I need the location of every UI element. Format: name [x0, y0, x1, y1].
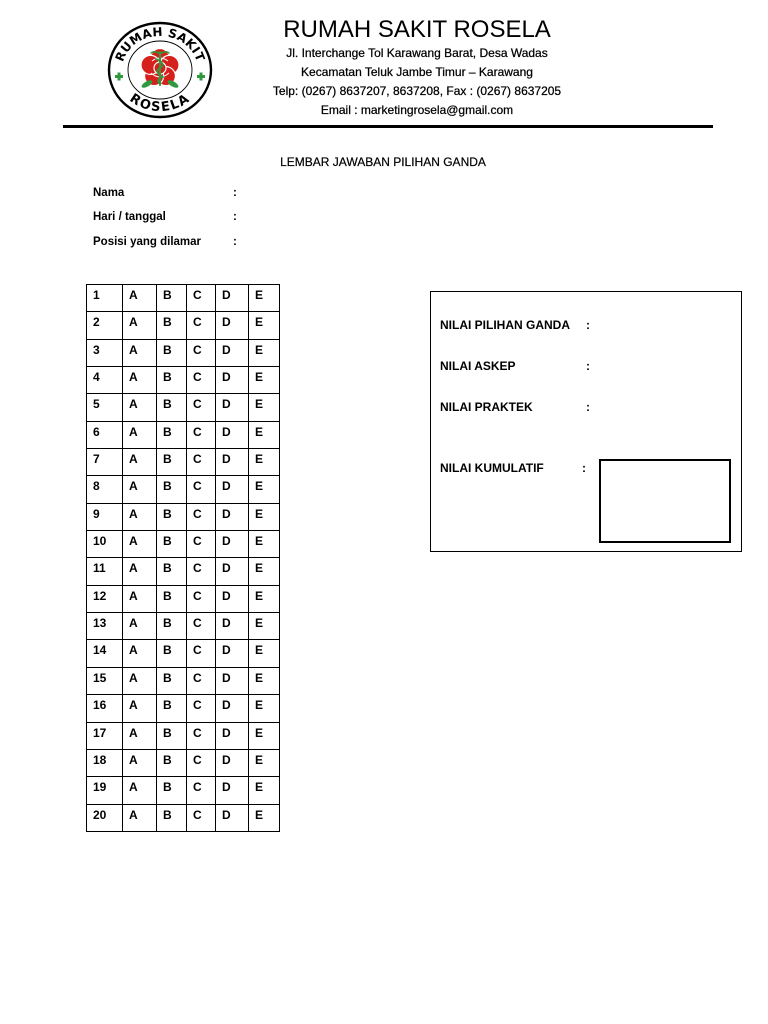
answer-option-e: E: [249, 449, 280, 476]
answer-option-d: D: [216, 449, 249, 476]
answer-option-c: C: [187, 367, 216, 394]
answer-option-b: B: [157, 285, 187, 312]
answer-option-c: C: [187, 585, 216, 612]
question-number: 14: [87, 640, 123, 667]
answer-option-c: C: [187, 722, 216, 749]
answer-option-b: B: [157, 476, 187, 503]
email-line: Email : marketingrosela@gmail.com: [320, 103, 514, 117]
header-divider: [63, 125, 713, 128]
answer-option-e: E: [249, 285, 280, 312]
question-number: 12: [87, 585, 123, 612]
score-label: NILAI PRAKTEK: [440, 400, 533, 414]
question-number: 15: [87, 667, 123, 694]
answer-option-b: B: [157, 503, 187, 530]
answer-option-e: E: [249, 421, 280, 448]
answer-option-a: A: [123, 749, 157, 776]
answer-option-a: A: [123, 804, 157, 831]
answer-option-b: B: [157, 640, 187, 667]
answer-option-e: E: [249, 667, 280, 694]
question-number: 16: [87, 695, 123, 722]
answer-option-a: A: [123, 695, 157, 722]
answer-option-e: E: [249, 613, 280, 640]
answer-option-c: C: [187, 394, 216, 421]
answer-option-d: D: [216, 695, 249, 722]
field-separator: :: [233, 236, 237, 248]
answer-row: [87, 367, 280, 394]
answer-option-b: B: [157, 421, 187, 448]
answer-row: [87, 640, 280, 667]
answer-option-c: C: [187, 558, 216, 585]
answer-row: [87, 531, 280, 558]
answer-option-e: E: [249, 640, 280, 667]
answer-option-c: C: [187, 777, 216, 804]
question-number: 6: [87, 421, 123, 448]
answer-option-b: B: [157, 667, 187, 694]
score-label: NILAI KUMULATIF: [440, 461, 544, 475]
answer-row: [87, 777, 280, 804]
answer-row: [87, 503, 280, 530]
logo-top-text: RUMAH SAKIT: [112, 24, 208, 64]
answer-option-c: C: [187, 312, 216, 339]
answer-option-c: C: [187, 285, 216, 312]
answer-option-c: C: [187, 613, 216, 640]
answer-option-e: E: [249, 476, 280, 503]
answer-option-b: B: [157, 394, 187, 421]
answer-option-a: A: [123, 558, 157, 585]
question-number: 3: [87, 339, 123, 366]
field-label: Nama: [93, 187, 125, 199]
question-number: 5: [87, 394, 123, 421]
kumulatif-value-box: [599, 459, 731, 543]
question-number: 4: [87, 367, 123, 394]
answer-option-d: D: [216, 749, 249, 776]
answer-option-a: A: [123, 503, 157, 530]
answer-row: [87, 476, 280, 503]
answer-option-e: E: [249, 695, 280, 722]
answer-option-b: B: [157, 312, 187, 339]
field-separator: :: [233, 211, 237, 223]
answer-option-b: B: [157, 613, 187, 640]
answer-option-d: D: [216, 613, 249, 640]
answer-row: [87, 667, 280, 694]
answer-option-a: A: [123, 394, 157, 421]
answer-table: [86, 284, 280, 832]
answer-option-a: A: [123, 449, 157, 476]
answer-option-c: C: [187, 667, 216, 694]
answer-option-e: E: [249, 367, 280, 394]
field-hari-tanggal: [93, 209, 293, 225]
answer-option-d: D: [216, 777, 249, 804]
score-separator: :: [586, 359, 590, 373]
answer-option-b: B: [157, 339, 187, 366]
answer-option-b: B: [157, 585, 187, 612]
answer-option-a: A: [123, 312, 157, 339]
answer-option-a: A: [123, 777, 157, 804]
answer-option-c: C: [187, 695, 216, 722]
answer-option-b: B: [157, 804, 187, 831]
answer-row: [87, 421, 280, 448]
phone-fax-line: Telp: (0267) 8637207, 8637208, Fax : (0267) 8637205: [272, 84, 562, 98]
address-line: Kecamatan Teluk Jambe Timur – Karawang: [301, 65, 533, 79]
field-label: Posisi yang dilamar: [93, 236, 202, 248]
answer-row: [87, 312, 280, 339]
answer-option-d: D: [216, 667, 249, 694]
answer-option-c: C: [187, 749, 216, 776]
answer-option-c: C: [187, 804, 216, 831]
answer-option-b: B: [157, 695, 187, 722]
answer-option-d: D: [216, 394, 249, 421]
hospital-name: RUMAH SAKIT ROSELA: [283, 16, 551, 43]
question-number: 19: [87, 777, 123, 804]
answer-option-d: D: [216, 558, 249, 585]
question-number: 10: [87, 531, 123, 558]
answer-option-b: B: [157, 449, 187, 476]
answer-option-e: E: [249, 503, 280, 530]
answer-option-a: A: [123, 367, 157, 394]
answer-row: [87, 585, 280, 612]
question-number: 2: [87, 312, 123, 339]
logo-bottom-text: ROSELA: [126, 90, 194, 116]
question-number: 18: [87, 749, 123, 776]
answer-row: [87, 613, 280, 640]
answer-row: [87, 749, 280, 776]
answer-option-b: B: [157, 722, 187, 749]
answer-option-e: E: [249, 394, 280, 421]
question-number: 17: [87, 722, 123, 749]
answer-option-d: D: [216, 531, 249, 558]
answer-table-body: [87, 285, 280, 832]
question-number: 1: [87, 285, 123, 312]
answer-option-a: A: [123, 476, 157, 503]
score-separator: :: [582, 461, 586, 475]
answer-option-a: A: [123, 722, 157, 749]
answer-option-c: C: [187, 503, 216, 530]
answer-option-d: D: [216, 640, 249, 667]
score-separator: :: [586, 318, 590, 332]
answer-option-d: D: [216, 312, 249, 339]
answer-option-c: C: [187, 640, 216, 667]
answer-option-e: E: [249, 804, 280, 831]
answer-row: [87, 394, 280, 421]
answer-row: [87, 804, 280, 831]
question-number: 20: [87, 804, 123, 831]
answer-row: [87, 339, 280, 366]
answer-option-e: E: [249, 339, 280, 366]
answer-option-d: D: [216, 339, 249, 366]
answer-option-b: B: [157, 558, 187, 585]
answer-row: [87, 285, 280, 312]
answer-option-d: D: [216, 421, 249, 448]
answer-option-a: A: [123, 531, 157, 558]
answer-option-b: B: [157, 749, 187, 776]
answer-option-d: D: [216, 503, 249, 530]
answer-option-c: C: [187, 421, 216, 448]
answer-option-d: D: [216, 476, 249, 503]
answer-option-d: D: [216, 285, 249, 312]
score-label: NILAI ASKEP: [440, 359, 516, 373]
answer-option-d: D: [216, 367, 249, 394]
answer-row: [87, 449, 280, 476]
field-nama: [93, 185, 293, 201]
answer-option-c: C: [187, 339, 216, 366]
answer-option-b: B: [157, 531, 187, 558]
answer-option-a: A: [123, 285, 157, 312]
answer-option-c: C: [187, 531, 216, 558]
field-posisi: [93, 234, 293, 250]
question-number: 8: [87, 476, 123, 503]
question-number: 7: [87, 449, 123, 476]
address-line: Jl. Interchange Tol Karawang Barat, Desa Wadas: [286, 46, 548, 60]
answer-row: [87, 695, 280, 722]
answer-option-d: D: [216, 804, 249, 831]
question-number: 9: [87, 503, 123, 530]
score-label: NILAI PILIHAN GANDA: [440, 318, 570, 332]
answer-option-e: E: [249, 531, 280, 558]
answer-option-a: A: [123, 640, 157, 667]
field-separator: :: [233, 187, 237, 199]
answer-option-c: C: [187, 476, 216, 503]
score-separator: :: [586, 400, 590, 414]
answer-option-a: A: [123, 339, 157, 366]
answer-option-d: D: [216, 722, 249, 749]
answer-option-e: E: [249, 585, 280, 612]
answer-row: [87, 558, 280, 585]
answer-option-e: E: [249, 558, 280, 585]
score-kumulatif: [440, 460, 605, 476]
question-number: 11: [87, 558, 123, 585]
hospital-logo: [107, 21, 213, 119]
field-label: Hari / tanggal: [93, 211, 166, 223]
answer-option-e: E: [249, 749, 280, 776]
answer-row: [87, 722, 280, 749]
document-title: LEMBAR JAWABAN PILIHAN GANDA: [280, 155, 486, 169]
answer-option-a: A: [123, 667, 157, 694]
answer-option-c: C: [187, 449, 216, 476]
answer-option-a: A: [123, 421, 157, 448]
answer-option-d: D: [216, 585, 249, 612]
score-pilihan-ganda: [440, 317, 605, 333]
score-askep: [440, 358, 605, 374]
question-number: 13: [87, 613, 123, 640]
answer-option-e: E: [249, 777, 280, 804]
answer-option-a: A: [123, 585, 157, 612]
answer-option-a: A: [123, 613, 157, 640]
score-box: [430, 291, 742, 552]
hospital-address: [237, 44, 597, 120]
score-praktek: [440, 399, 605, 415]
answer-option-b: B: [157, 367, 187, 394]
answer-option-b: B: [157, 777, 187, 804]
answer-option-e: E: [249, 722, 280, 749]
answer-option-e: E: [249, 312, 280, 339]
